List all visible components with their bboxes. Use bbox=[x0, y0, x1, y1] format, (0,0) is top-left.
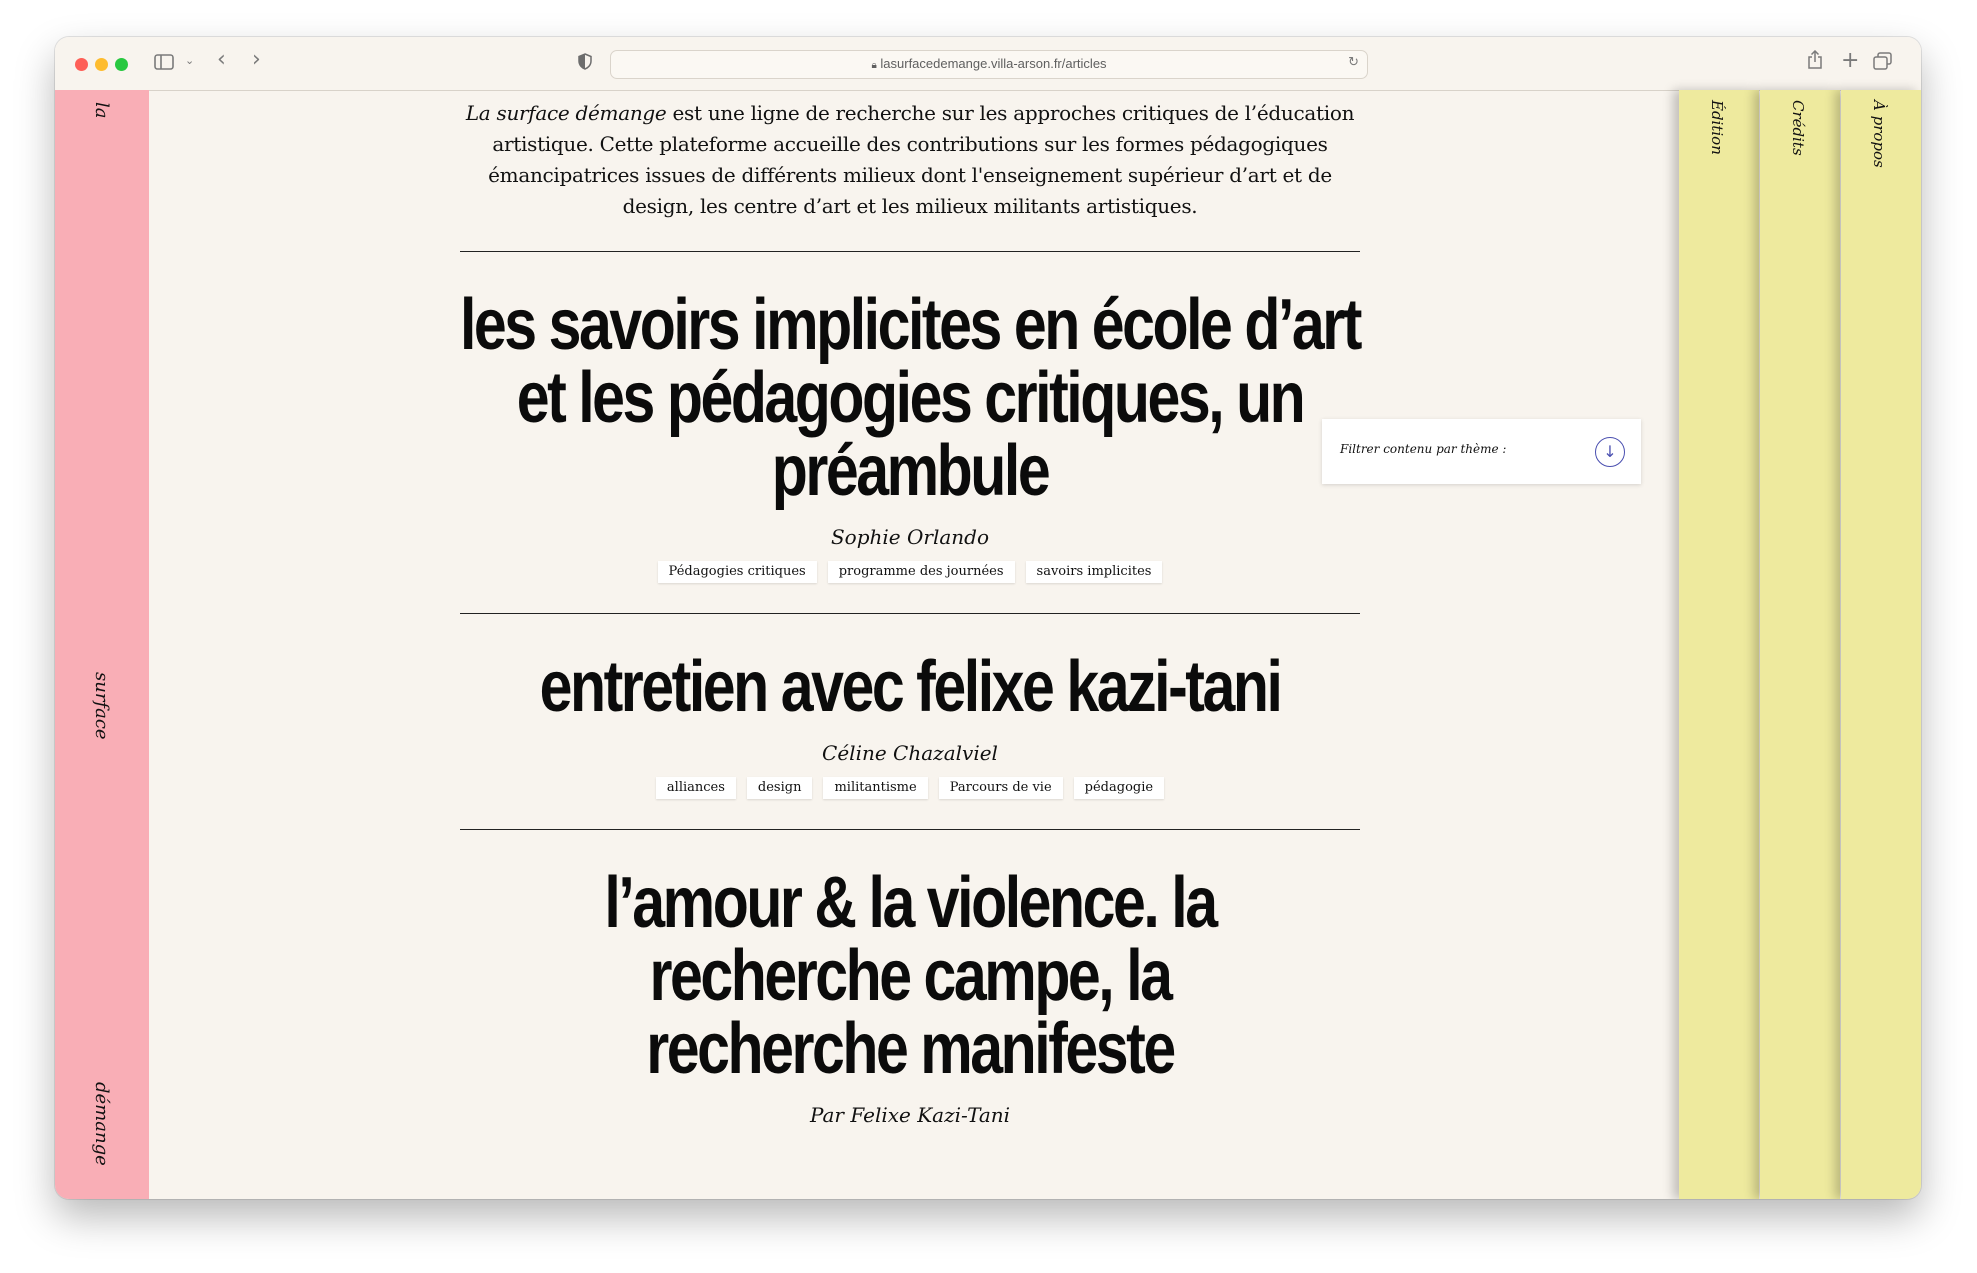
arrow-down-circle-icon[interactable]: ↓ bbox=[1595, 437, 1625, 467]
reload-icon[interactable]: ↻ bbox=[1348, 55, 1359, 70]
tag-chip[interactable]: programme des journées bbox=[828, 561, 1015, 583]
logo-word-surface: surface bbox=[91, 672, 112, 740]
forward-button[interactable]: › bbox=[252, 47, 261, 72]
address-bar[interactable] bbox=[610, 50, 1368, 79]
chevron-down-icon[interactable]: ⌄ bbox=[185, 54, 195, 67]
tag-chip[interactable]: design bbox=[747, 777, 813, 799]
tab-edition[interactable] bbox=[1679, 90, 1759, 1199]
tag-chip[interactable]: alliances bbox=[656, 777, 736, 799]
back-button[interactable]: ‹ bbox=[217, 47, 226, 72]
close-window-button[interactable] bbox=[75, 58, 88, 71]
article-tags bbox=[460, 777, 1360, 799]
browser-toolbar bbox=[55, 37, 1921, 91]
article-author[interactable]: Sophie Orlando bbox=[830, 525, 990, 549]
url-text: lasurfacedemange.villa-arson.fr/articles bbox=[880, 56, 1107, 71]
intro-text: est une ligne de recherche sur les approches critiques de l’éducation artistique. Cette plateforme accueille des contributions sur les formes pédagogiques émancipatrices issues de différents milieux dont l'enseignement supérieur d’art et de design, les centre d’art et les milieux militants artistiques. bbox=[488, 101, 1355, 218]
new-tab-icon[interactable]: + bbox=[1841, 48, 1860, 73]
tag-chip[interactable]: militantisme bbox=[823, 777, 927, 799]
intro-site-name: La surface démange bbox=[465, 101, 667, 125]
article-item[interactable] bbox=[460, 830, 1360, 1127]
tag-chip[interactable]: Parcours de vie bbox=[939, 777, 1063, 799]
logo-word-la: la bbox=[91, 102, 112, 119]
tag-chip[interactable]: Pédagogies critiques bbox=[658, 561, 817, 583]
tab-edition-label: Édition bbox=[1708, 100, 1726, 155]
article-title[interactable]: entretien avec felixe kazi-tani bbox=[539, 647, 1281, 727]
intro-paragraph bbox=[460, 98, 1360, 222]
tab-a-propos[interactable] bbox=[1841, 90, 1921, 1199]
tag-chip[interactable]: pédagogie bbox=[1074, 777, 1164, 799]
article-title[interactable]: l’amour & la violence. la recherche campe, la recherche manifeste bbox=[604, 863, 1216, 1089]
tab-credits[interactable] bbox=[1760, 90, 1840, 1199]
shield-icon[interactable] bbox=[578, 53, 592, 74]
zoom-window-button[interactable] bbox=[115, 58, 128, 71]
tab-credits-label: Crédits bbox=[1789, 100, 1807, 156]
site-logo-panel[interactable] bbox=[55, 90, 149, 1199]
logo-word-demange: démange bbox=[91, 1082, 112, 1166]
lock-icon: 🔒︎ bbox=[871, 60, 877, 71]
share-icon[interactable] bbox=[1807, 50, 1823, 74]
filter-label: Filtrer contenu par thème : bbox=[1340, 442, 1507, 456]
article-author[interactable]: Par Felixe Kazi-Tani bbox=[809, 1103, 1011, 1127]
theme-filter[interactable] bbox=[1322, 419, 1641, 484]
sidebar-toggle-icon[interactable] bbox=[154, 54, 174, 74]
article-title[interactable]: les savoirs implicites en école d’art et les pédagogies critiques, un préambule bbox=[459, 285, 1361, 511]
article-item[interactable] bbox=[460, 252, 1360, 583]
article-tags bbox=[460, 561, 1360, 583]
article-list bbox=[460, 90, 1360, 1199]
article-author[interactable]: Céline Chazalviel bbox=[822, 741, 998, 765]
browser-window bbox=[55, 37, 1921, 1199]
minimize-window-button[interactable] bbox=[95, 58, 108, 71]
tab-a-propos-label: À propos bbox=[1870, 100, 1888, 168]
tag-chip[interactable]: savoirs implicites bbox=[1026, 561, 1163, 583]
article-item[interactable] bbox=[460, 614, 1360, 799]
tab-overview-icon[interactable] bbox=[1873, 52, 1892, 74]
